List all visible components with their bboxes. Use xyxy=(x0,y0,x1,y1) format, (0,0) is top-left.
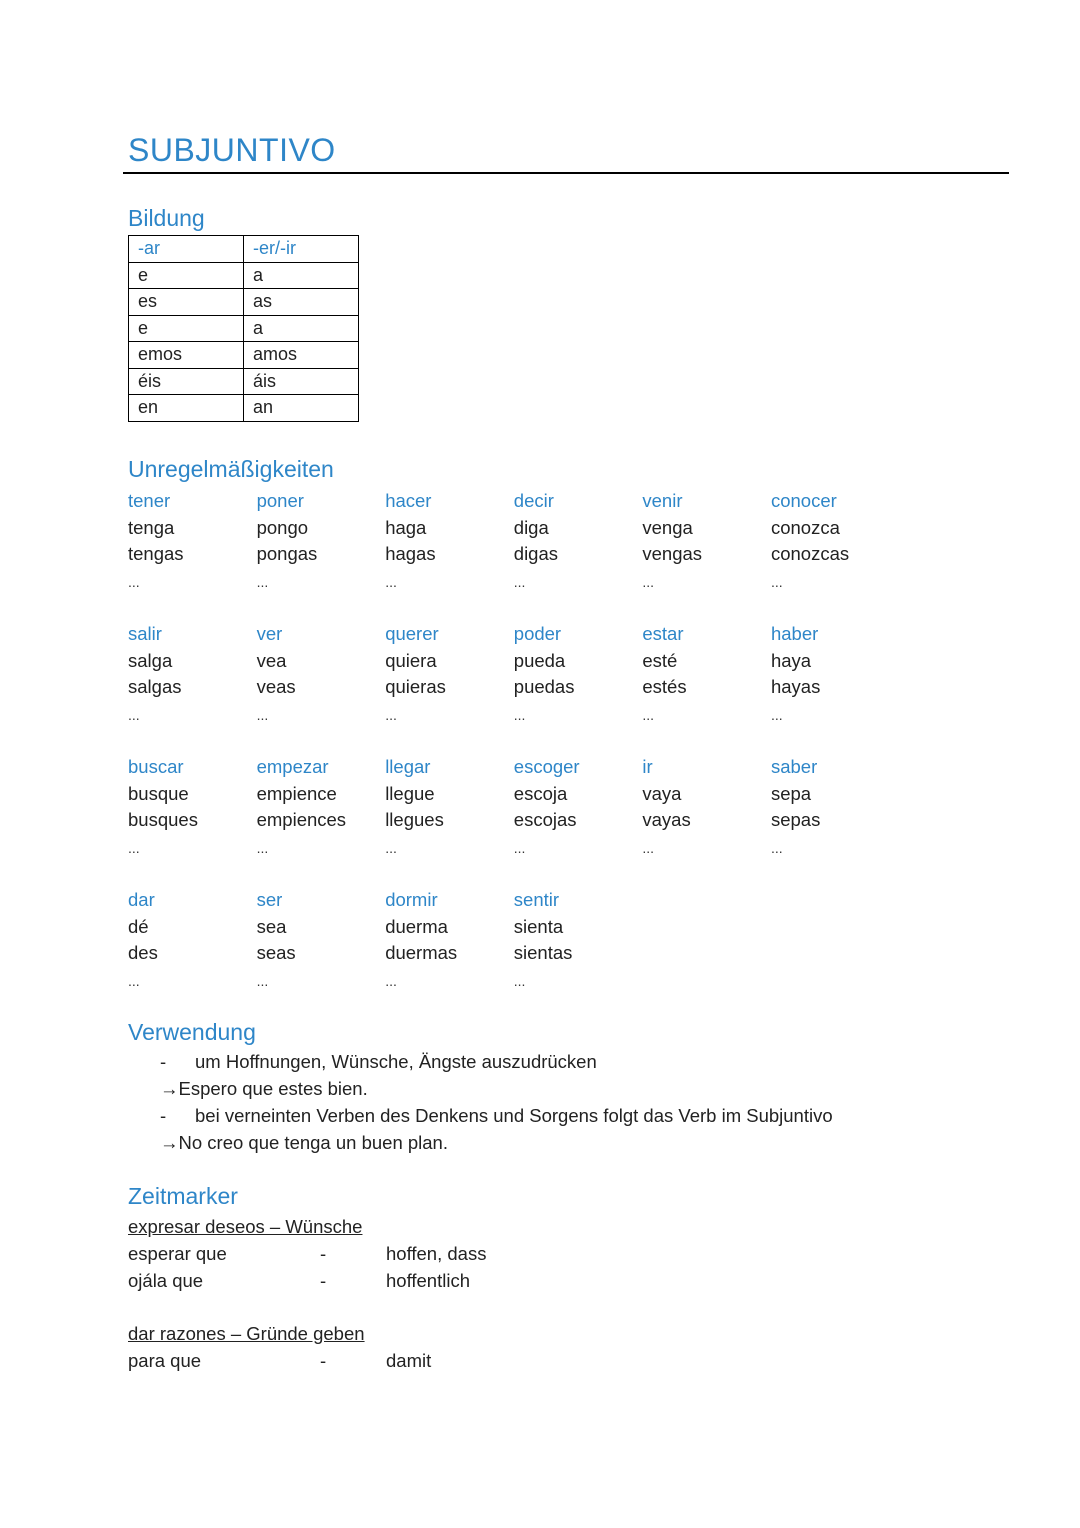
verb-infinitive: saber xyxy=(770,756,818,777)
verb-form: empiences xyxy=(256,809,347,830)
verb-ellipsis: ... xyxy=(128,573,140,590)
verb-form: vayas xyxy=(642,809,691,830)
verb-ellipsis: ... xyxy=(256,972,269,989)
verb-ellipsis: ... xyxy=(513,839,526,856)
verb-form: tenga xyxy=(128,516,175,538)
irregular-verbs-grid xyxy=(128,488,908,1020)
verb-column xyxy=(257,754,386,887)
verb-form: conozca xyxy=(770,516,840,538)
verb-infinitive: estar xyxy=(642,623,684,644)
marker-spanish: esperar que xyxy=(128,1243,227,1264)
verb-row xyxy=(128,488,908,621)
marker-dash: - xyxy=(320,1243,327,1264)
verb-ellipsis: ... xyxy=(256,706,269,723)
verb-form: escojas xyxy=(513,809,577,830)
table-row xyxy=(129,315,359,342)
verb-infinitive: buscar xyxy=(128,756,184,777)
verb-infinitive: querer xyxy=(385,623,439,644)
verb-infinitive: salir xyxy=(128,623,162,644)
verb-column xyxy=(385,621,514,754)
verb-ellipsis: ... xyxy=(128,972,140,989)
verb-column xyxy=(514,621,643,754)
marker-group-wishes xyxy=(128,1213,486,1294)
verb-form: vaya xyxy=(642,782,682,804)
verb-form: esté xyxy=(642,649,678,671)
table-cell: éis xyxy=(129,368,244,395)
title-divider xyxy=(123,172,1009,174)
usage-text: um Hoffnungen, Wünsche, Ängste auszudrücken xyxy=(195,1051,597,1072)
verb-ellipsis: ... xyxy=(385,839,397,856)
usage-list xyxy=(160,1048,833,1156)
verb-column xyxy=(385,754,514,887)
verb-column xyxy=(257,621,386,754)
table-row xyxy=(129,395,359,422)
verb-form: venga xyxy=(642,516,693,538)
verb-form: seas xyxy=(256,942,296,963)
verb-form: busques xyxy=(128,809,198,830)
verb-form: puedas xyxy=(513,676,575,697)
verb-form: hagas xyxy=(385,543,436,564)
verb-form: sienta xyxy=(513,915,564,937)
verb-form: pueda xyxy=(513,649,566,671)
verb-infinitive: poner xyxy=(256,490,304,511)
verb-form: salgas xyxy=(128,676,182,697)
marker-dash: - xyxy=(320,1350,327,1371)
verb-form: busque xyxy=(128,782,189,804)
column-header: -ar xyxy=(129,236,244,263)
verb-infinitive: poder xyxy=(513,623,562,644)
verb-form: tengas xyxy=(128,543,184,564)
verb-form: quiera xyxy=(385,649,437,671)
verb-column xyxy=(771,621,900,754)
section-heading-bildung: Bildung xyxy=(128,205,205,231)
verb-form: duerma xyxy=(385,915,448,937)
verb-ellipsis: ... xyxy=(256,839,269,856)
verb-form: pongas xyxy=(256,543,318,564)
section-heading-unregelmaessigkeiten: Unregelmäßigkeiten xyxy=(128,456,334,482)
table-cell: áis xyxy=(244,368,359,395)
verb-ellipsis: ... xyxy=(642,706,655,723)
verb-form: veas xyxy=(256,676,296,697)
verb-form: salga xyxy=(128,649,173,671)
verb-column xyxy=(128,754,257,887)
marker-subheading: dar razones – Gründe geben xyxy=(128,1323,365,1344)
marker-row xyxy=(128,1347,431,1374)
table-row xyxy=(129,342,359,369)
table-cell: emos xyxy=(129,342,244,369)
marker-dash: - xyxy=(320,1270,327,1291)
verb-ellipsis: ... xyxy=(128,706,140,723)
section-heading-zeitmarker: Zeitmarker xyxy=(128,1183,238,1209)
verb-ellipsis: ... xyxy=(770,573,783,590)
list-item xyxy=(160,1102,833,1156)
verb-row xyxy=(128,754,908,887)
table-row xyxy=(129,368,359,395)
verb-column xyxy=(642,488,771,621)
verb-column xyxy=(514,754,643,887)
verb-form: haga xyxy=(385,516,427,538)
verb-form: sepa xyxy=(770,782,812,804)
verb-infinitive: ir xyxy=(642,756,653,777)
bullet-dash: - xyxy=(160,1105,167,1126)
verb-infinitive: sentir xyxy=(513,889,560,910)
marker-german: hoffentlich xyxy=(386,1270,470,1291)
section-heading-verwendung: Verwendung xyxy=(128,1019,256,1045)
verb-ellipsis: ... xyxy=(385,706,397,723)
verb-infinitive: empezar xyxy=(256,756,329,777)
marker-row xyxy=(128,1240,486,1267)
verb-ellipsis: ... xyxy=(513,972,526,989)
verb-ellipsis: ... xyxy=(128,839,140,856)
verb-column xyxy=(514,887,643,1020)
verb-column xyxy=(642,621,771,754)
marker-german: damit xyxy=(386,1350,432,1371)
verb-form: des xyxy=(128,942,158,963)
verb-infinitive: decir xyxy=(513,490,554,511)
verb-form: sea xyxy=(256,915,287,937)
verb-infinitive: ver xyxy=(256,623,283,644)
verb-ellipsis: ... xyxy=(513,573,526,590)
verb-form: quieras xyxy=(385,676,446,697)
verb-column xyxy=(385,887,514,1020)
bullet-dash: - xyxy=(160,1051,167,1072)
verb-infinitive: dar xyxy=(128,889,155,910)
verb-form: empience xyxy=(256,782,337,804)
table-row xyxy=(129,289,359,316)
table-cell: amos xyxy=(244,342,359,369)
table-cell: es xyxy=(129,289,244,316)
table-cell: en xyxy=(129,395,244,422)
verb-infinitive: tener xyxy=(128,490,171,511)
verb-form: haya xyxy=(770,649,812,671)
marker-spanish: ojála que xyxy=(128,1270,204,1291)
verb-infinitive: conocer xyxy=(770,490,837,511)
verb-form: vengas xyxy=(642,543,703,564)
verb-ellipsis: ... xyxy=(770,839,783,856)
verb-form: llegue xyxy=(385,782,435,804)
verb-form: vea xyxy=(256,649,287,671)
table-cell: a xyxy=(244,315,359,342)
verb-infinitive: hacer xyxy=(385,490,432,511)
marker-subheading: expresar deseos – Wünsche xyxy=(128,1216,363,1237)
verb-form: sepas xyxy=(770,809,821,830)
verb-ellipsis: ... xyxy=(770,706,783,723)
table-cell: an xyxy=(244,395,359,422)
verb-infinitive: llegar xyxy=(385,756,431,777)
table-cell: a xyxy=(244,262,359,289)
verb-infinitive: ser xyxy=(256,889,283,910)
verb-form: dé xyxy=(128,915,149,937)
table-row xyxy=(129,262,359,289)
table-cell: e xyxy=(129,315,244,342)
verb-column xyxy=(128,488,257,621)
usage-example: →No creo que tenga un buen plan. xyxy=(160,1132,448,1153)
verb-form: digas xyxy=(513,543,559,564)
verb-row xyxy=(128,887,908,1020)
verb-infinitive: dormir xyxy=(385,889,438,910)
verb-column xyxy=(128,887,257,1020)
verb-ellipsis: ... xyxy=(385,972,397,989)
verb-column xyxy=(257,488,386,621)
marker-group-reasons xyxy=(128,1320,431,1374)
verb-form: duermas xyxy=(385,942,458,963)
endings-table xyxy=(128,235,359,422)
verb-infinitive: escoger xyxy=(513,756,580,777)
marker-row xyxy=(128,1267,486,1294)
page-title: SUBJUNTIVO xyxy=(128,132,336,168)
verb-ellipsis: ... xyxy=(385,573,397,590)
verb-form: conozcas xyxy=(770,543,850,564)
verb-column xyxy=(514,488,643,621)
verb-ellipsis: ... xyxy=(642,839,655,856)
table-cell: as xyxy=(244,289,359,316)
verb-form: pongo xyxy=(256,516,309,538)
verb-column xyxy=(385,488,514,621)
verb-form: diga xyxy=(513,516,549,538)
verb-form: hayas xyxy=(770,676,821,697)
usage-example: →Espero que estes bien. xyxy=(160,1078,368,1099)
table-header-row xyxy=(129,236,359,263)
verb-form: estés xyxy=(642,676,687,697)
verb-ellipsis: ... xyxy=(642,573,655,590)
verb-column xyxy=(257,887,386,1020)
verb-form: escoja xyxy=(513,782,568,804)
list-item xyxy=(160,1048,833,1102)
verb-column xyxy=(771,488,900,621)
verb-infinitive: venir xyxy=(642,490,683,511)
usage-text: bei verneinten Verben des Denkens und Sorgens folgt das Verb im Subjuntivo xyxy=(195,1105,833,1126)
verb-ellipsis: ... xyxy=(513,706,526,723)
verb-column xyxy=(642,754,771,887)
verb-column xyxy=(128,621,257,754)
marker-german: hoffen, dass xyxy=(386,1243,487,1264)
column-header: -er/-ir xyxy=(244,236,359,263)
marker-spanish: para que xyxy=(128,1350,202,1371)
verb-row xyxy=(128,621,908,754)
table-cell: e xyxy=(129,262,244,289)
verb-infinitive: haber xyxy=(770,623,819,644)
verb-form: llegues xyxy=(385,809,444,830)
verb-column xyxy=(771,754,900,887)
verb-form: sientas xyxy=(513,942,573,963)
verb-ellipsis: ... xyxy=(256,573,269,590)
